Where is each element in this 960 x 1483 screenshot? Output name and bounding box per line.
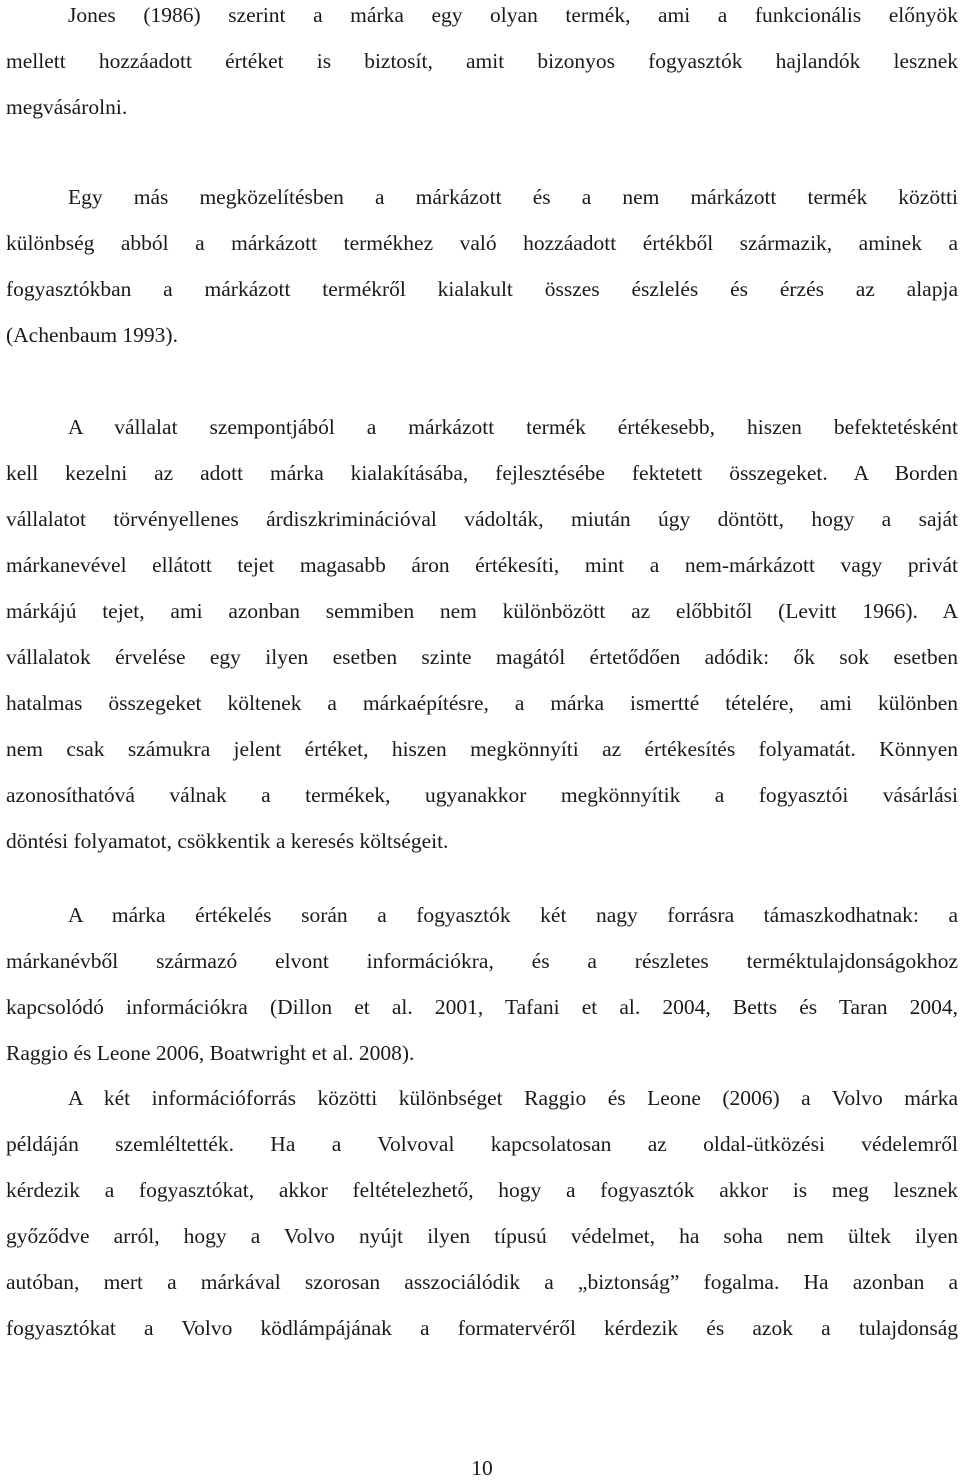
text-line: A márka értékelés során a fogyasztók két nagy forrásra támaszkodhatnak: a (68, 903, 958, 927)
text-line: vállalatot törvényellenes árdiszkriminációval vádolták, miután úgy döntött, hogy a saját (6, 507, 958, 531)
text-line: Jones (1986) szerint a márka egy olyan termék, ami a funkcionális előnyök (68, 3, 958, 27)
text-line: márkanévből származó elvont információkra, és a részletes terméktulajdonságokhoz (6, 949, 958, 973)
page-number: 10 (471, 1456, 493, 1480)
text-line: Egy más megközelítésben a márkázott és a nem márkázott termék közötti (68, 185, 958, 209)
text-line: fogyasztókban a márkázott termékről kialakult összes észlelés és érzés az alapja (6, 277, 958, 301)
text-line: mellett hozzáadott értéket is biztosít, amit bizonyos fogyasztók hajlandók lesznek (6, 49, 958, 73)
text-line: autóban, mert a márkával szorosan asszociálódik a „biztonság” fogalma. Ha azonban a (6, 1270, 958, 1294)
paragraph-4 (6, 900, 958, 1084)
text-line: (Achenbaum 1993). (6, 323, 178, 347)
text-line: példáján szemléltették. Ha a Volvoval kapcsolatosan az oldal-ütközési védelemről (6, 1132, 958, 1156)
text-line: márkanevével ellátott tejet magasabb áron értékesíti, mint a nem-márkázott vagy privát (6, 553, 958, 577)
text-line: megvásárolni. (6, 95, 128, 119)
text-line: márkájú tejet, ami azonban semmiben nem különbözött az előbbitől (Levitt 1966). A (6, 599, 958, 623)
text-line: döntési folyamatot, csökkentik a keresés költségeit. (6, 829, 449, 853)
paragraph-3 (6, 412, 958, 872)
paragraph-1 (6, 0, 958, 138)
text-line: azonosíthatóvá válnak a termékek, ugyanakkor megkönnyítik a fogyasztói vásárlási (6, 783, 958, 807)
paragraph-5 (6, 1083, 958, 1359)
paragraph-2 (6, 182, 958, 366)
text-line: Raggio és Leone 2006, Boatwright et al. 2008). (6, 1041, 415, 1065)
text-line: A vállalat szempontjából a márkázott termék értékesebb, hiszen befektetésként (68, 415, 958, 439)
text-line: vállalatok érvelése egy ilyen esetben szinte magától értetődően adódik: ők sok esetben (6, 645, 958, 669)
document-page (6, 0, 958, 1478)
text-line: kell kezelni az adott márka kialakításába, fejlesztésébe fektetett összegeket. A Borden (6, 461, 958, 485)
text-line: A két információforrás közötti különbséget Raggio és Leone (2006) a Volvo márka (68, 1086, 958, 1110)
text-line: nem csak számukra jelent értéket, hiszen megkönnyíti az értékesítés folyamatát. Könnyen (6, 737, 958, 761)
text-line: kapcsolódó információkra (Dillon et al. 2001, Tafani et al. 2004, Betts és Taran 2004, (6, 995, 958, 1019)
text-line: fogyasztókat a Volvo ködlámpájának a formatervéről kérdezik és azok a tulajdonság (6, 1316, 958, 1340)
text-line: győződve arról, hogy a Volvo nyújt ilyen típusú védelmet, ha soha nem ültek ilyen (6, 1224, 958, 1248)
text-line: különbség abból a márkázott termékhez való hozzáadott értékből származik, aminek a (6, 231, 958, 255)
text-line: kérdezik a fogyasztókat, akkor feltételezhető, hogy a fogyasztók akkor is meg lesznek (6, 1178, 958, 1202)
text-line: hatalmas összegeket költenek a márkaépítésre, a márka ismertté tételére, ami különben (6, 691, 958, 715)
